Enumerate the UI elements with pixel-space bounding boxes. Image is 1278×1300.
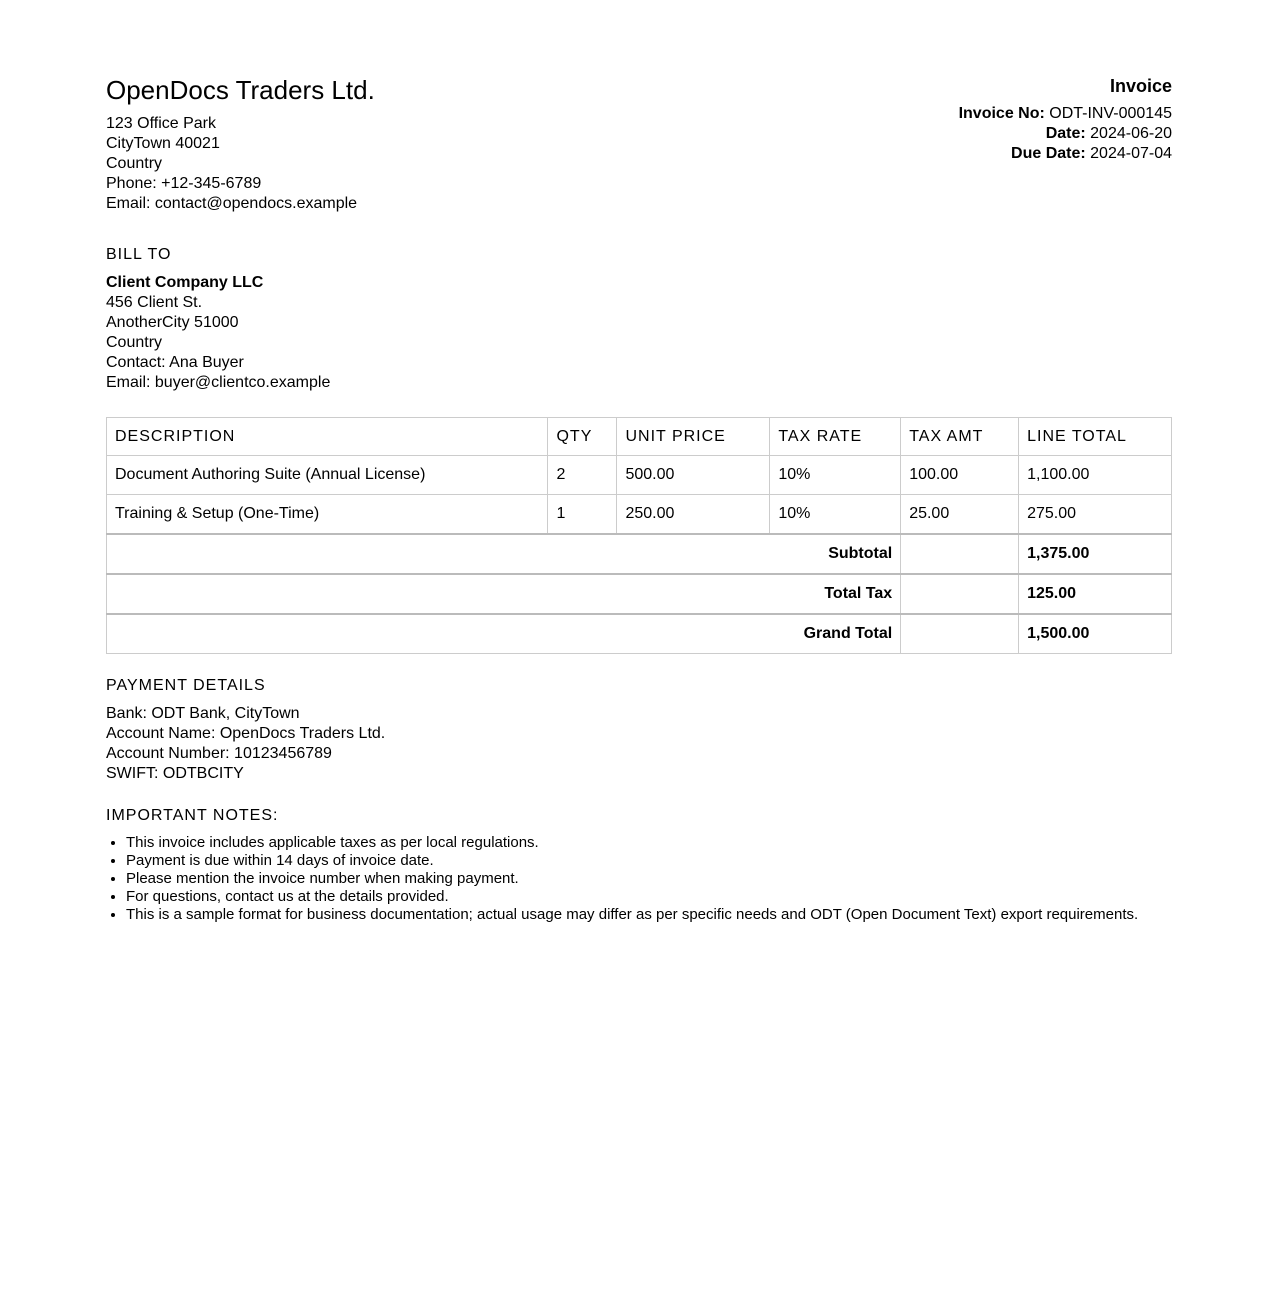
- client-address-line: AnotherCity 51000: [106, 314, 239, 331]
- company-phone: Phone: +12-345-6789: [106, 175, 262, 192]
- cell-qty: 2: [548, 456, 617, 495]
- bill-to-heading: BILL TO: [106, 246, 172, 263]
- cell-line-total: 1,100.00: [1019, 456, 1172, 495]
- cell-tax-amt: 100.00: [901, 456, 1019, 495]
- list-item: • This is a sample format for business documentation; actual usage may differ as per specific needs and ODT (Open Document Text) export requirements.: [126, 906, 1206, 924]
- subtotal-spacer: [901, 534, 1019, 574]
- invoice-date-row: [772, 124, 1172, 144]
- company-address-line: CityTown 40021: [106, 135, 220, 152]
- important-notes-block: [106, 806, 1206, 924]
- client-name: Client Company LLC: [106, 274, 264, 291]
- payment-account-name: Account Name: OpenDocs Traders Ltd.: [106, 725, 386, 742]
- table-header-row: [107, 418, 1172, 456]
- cell-unit-price: 250.00: [617, 495, 770, 535]
- payment-swift: SWIFT: ODTBCITY: [106, 765, 244, 782]
- cell-tax-rate: 10%: [770, 456, 901, 495]
- total-tax-label: Total Tax: [107, 574, 901, 614]
- cell-tax-amt: 25.00: [901, 495, 1019, 535]
- company-email: Email: contact@opendocs.example: [106, 195, 358, 212]
- client-email: Email: buyer@clientco.example: [106, 374, 331, 391]
- subtotal-row: [107, 534, 1172, 574]
- cell-description: Training & Setup (One-Time): [107, 495, 548, 535]
- column-header-line-total: LINE TOTAL: [1019, 418, 1172, 456]
- cell-description: Document Authoring Suite (Annual License): [107, 456, 548, 495]
- important-notes-heading: IMPORTANT NOTES:: [106, 807, 279, 824]
- column-header-unit-price: UNIT PRICE: [617, 418, 770, 456]
- cell-qty: 1: [548, 495, 617, 535]
- grand-total-spacer: [901, 614, 1019, 654]
- total-tax-row: [107, 574, 1172, 614]
- bill-to-details: [106, 273, 706, 393]
- payment-account-number: Account Number: 10123456789: [106, 745, 332, 762]
- total-tax-value: 125.00: [1019, 574, 1172, 614]
- company-block: [106, 74, 706, 214]
- invoice-number-label: Invoice No:: [958, 105, 1045, 122]
- company-address: [106, 114, 706, 214]
- notes-list: [106, 834, 1206, 924]
- invoice-number-row: [772, 104, 1172, 124]
- invoice-due-date-label: Due Date:: [1011, 145, 1086, 162]
- client-address-line: 456 Client St.: [106, 294, 203, 311]
- invoice-date-label: Date:: [1045, 125, 1086, 142]
- column-header-tax-amt: TAX AMT: [901, 418, 1019, 456]
- grand-total-label: Grand Total: [107, 614, 901, 654]
- payment-details: [106, 704, 706, 784]
- invoice-due-date: 2024-07-04: [1090, 145, 1172, 162]
- total-tax-spacer: [901, 574, 1019, 614]
- invoice-number: ODT-INV-000145: [1049, 105, 1172, 122]
- list-item: • Please mention the invoice number when making payment.: [126, 870, 1206, 888]
- bill-to-block: [106, 245, 706, 393]
- cell-line-total: 275.00: [1019, 495, 1172, 535]
- grand-total-row: [107, 614, 1172, 654]
- column-header-description: DESCRIPTION: [107, 418, 548, 456]
- payment-bank: Bank: ODT Bank, CityTown: [106, 705, 300, 722]
- client-contact: Contact: Ana Buyer: [106, 354, 244, 371]
- list-item: • For questions, contact us at the details provided.: [126, 888, 1206, 906]
- list-item: • Payment is due within 14 days of invoice date.: [126, 852, 1206, 870]
- payment-details-block: [106, 676, 706, 784]
- invoice-meta: [772, 74, 1172, 164]
- cell-unit-price: 500.00: [617, 456, 770, 495]
- subtotal-value: 1,375.00: [1019, 534, 1172, 574]
- company-address-line: Country: [106, 155, 163, 172]
- invoice-title: Invoice: [1109, 76, 1172, 96]
- grand-total-value: 1,500.00: [1019, 614, 1172, 654]
- cell-tax-rate: 10%: [770, 495, 901, 535]
- company-address-line: 123 Office Park: [106, 115, 216, 132]
- invoice-due-date-row: [772, 144, 1172, 164]
- list-item: • This invoice includes applicable taxes as per local regulations.: [126, 834, 1206, 852]
- line-items-table: [106, 417, 1172, 654]
- column-header-tax-rate: TAX RATE: [770, 418, 901, 456]
- payment-details-heading: PAYMENT DETAILS: [106, 677, 266, 694]
- table-row: [107, 495, 1172, 535]
- company-name: OpenDocs Traders Ltd.: [106, 75, 375, 105]
- subtotal-label: Subtotal: [107, 534, 901, 574]
- table-row: [107, 456, 1172, 495]
- client-address-line: Country: [106, 334, 163, 351]
- column-header-qty: QTY: [548, 418, 617, 456]
- invoice-date: 2024-06-20: [1090, 125, 1172, 142]
